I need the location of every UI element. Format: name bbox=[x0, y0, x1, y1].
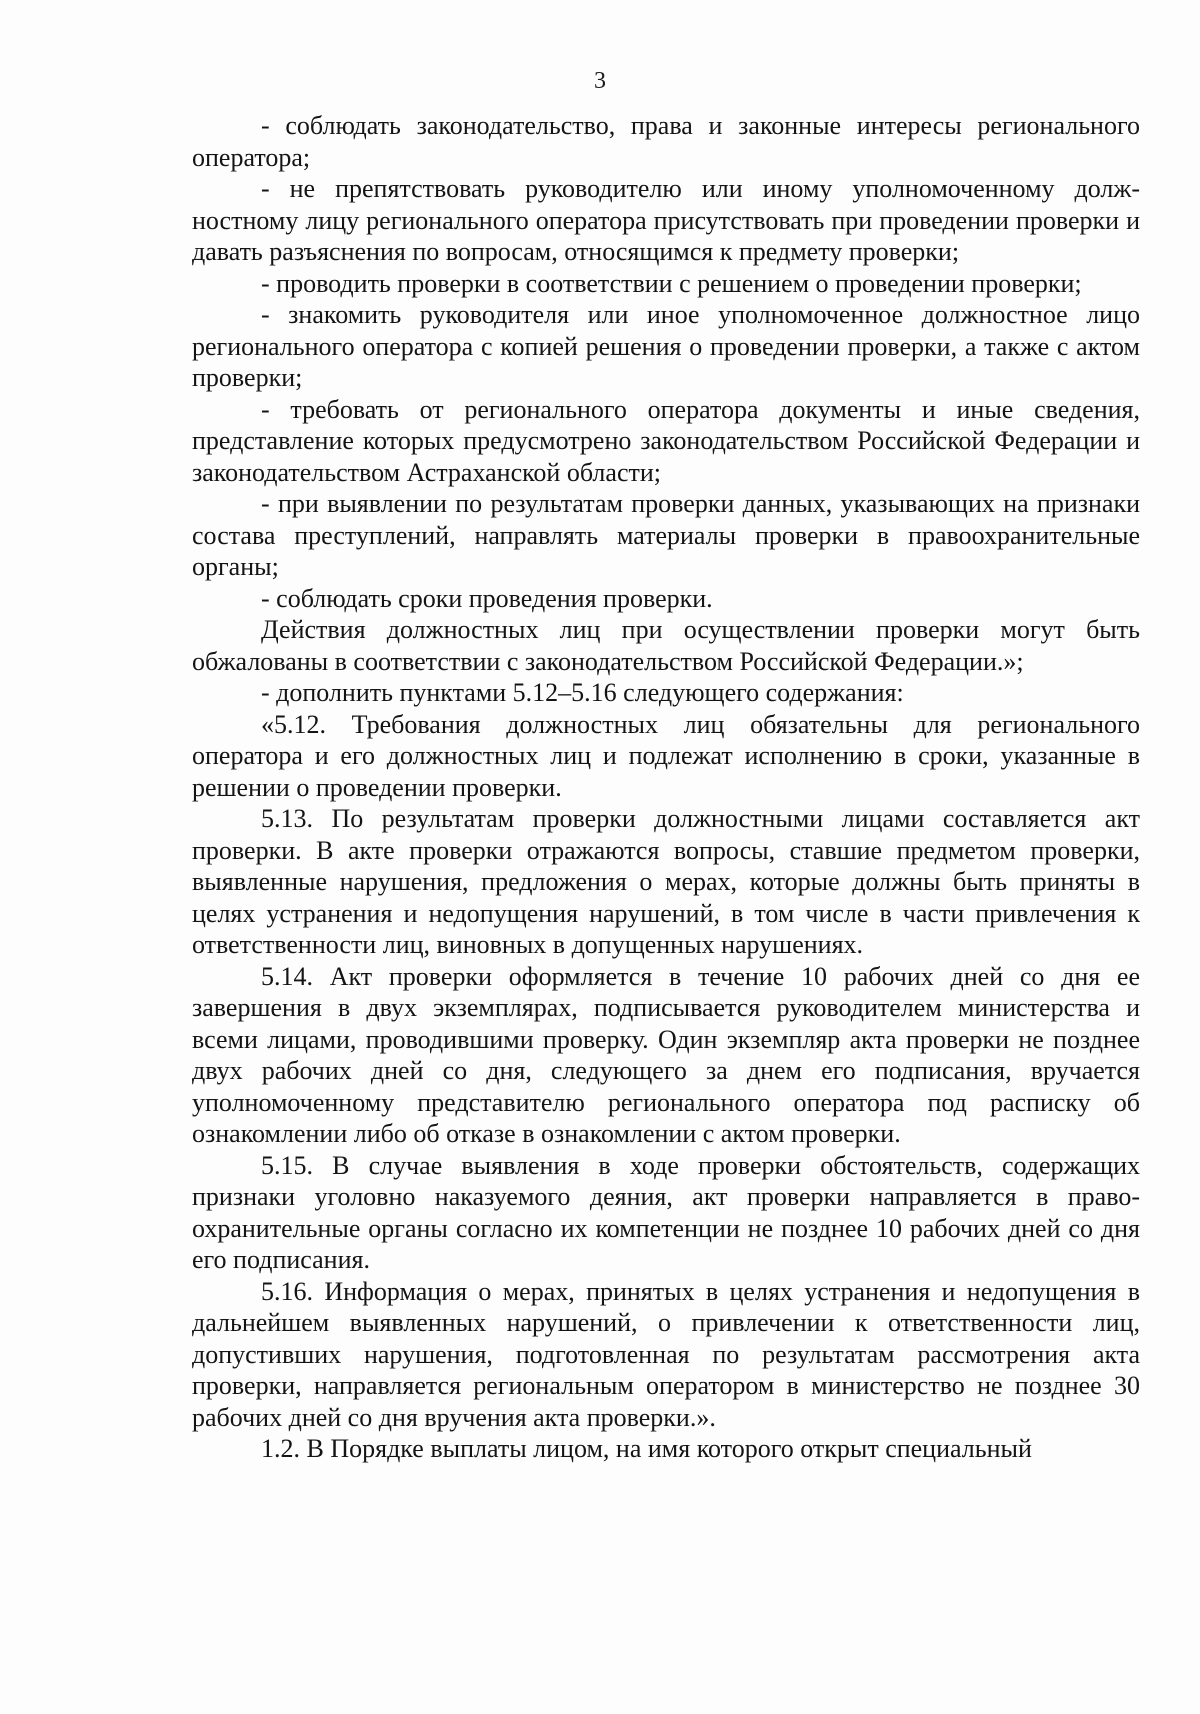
paragraph: 5.13. По результатам проверки должностными лицами составляется акт проверки. В акте проверки отражаются вопросы, ставшие предметом проверки, выявленные нарушения, предложения о мерах, которые должны быть приняты в целях устранения и недопущения нарушений, в том числе в части привлечения к ответственности лиц, виновных в допущенных нарушениях. bbox=[192, 804, 1140, 959]
document-body bbox=[192, 110, 1140, 1465]
paragraph: - проводить проверки в соответствии с решением о проведении проверки; bbox=[261, 268, 1082, 298]
page-number: 3 bbox=[594, 68, 606, 94]
paragraph: - соблюдать сроки проведения проверки. bbox=[261, 583, 713, 613]
paragraph: 1.2. В Порядке выплаты лицом, на имя которого открыт специальный bbox=[261, 1434, 1032, 1463]
paragraph: - соблюдать законодательство, права и законные интересы регионального оператора; bbox=[192, 111, 1140, 172]
paragraph: - знакомить руководителя или иное уполномоченное должностное лицо регионального оператора с копией решения о проведении проверки, а также с актом проверки; bbox=[192, 300, 1140, 392]
paragraph: - дополнить пунктами 5.12–5.16 следующего содержания: bbox=[261, 678, 904, 707]
paragraph: «5.12. Требования должностных лиц обязательны для регионального оператора и его должностных лиц и подлежат исполнению в сроки, указанные в решении о проведении проверки. bbox=[192, 709, 1140, 802]
paragraph: 5.16. Информация о мерах, принятых в целях устранения и недопущения в дальнейшем выявленных нарушений, о привлечении к ответственности лиц, допустивших нарушения, подготовленная по результатам рассмотрения акта проверки, направляется региональным оператором в министерство не позднее 30 рабочих дней со дня вручения акта проверки.». bbox=[192, 1276, 1140, 1432]
paragraph: Действия должностных лиц при осуществлении проверки могут быть обжалованы в соответствии с законодательством Российской Федерации.»; bbox=[192, 615, 1140, 676]
paragraph: 5.15. В случае выявления в ходе проверки обстоятельств, содержащих признаки уголовно наказуемого деяния, акт проверки направляется в правоохранительные органы согласно их компетенции не позднее 10 рабочих дней со дня его подписания. bbox=[192, 1150, 1140, 1274]
paragraph: 5.14. Акт проверки оформляется в течение 10 рабочих дней со дня ее завершения в двух экземплярах, подписывается руководителем министерства и всеми лицами, проводившими проверку. Один экземпляр акта проверки не позднее двух рабочих дней со дня, следующего за днем его подписания, вручается уполномоченному представителю регионального оператора под расписку об ознакомлении либо об отказе в ознакомлении с актом проверки. bbox=[192, 961, 1140, 1148]
paragraph: - требовать от регионального оператора документы и иные сведения, представление которых предусмотрено законодательством Российской Федерации и законодательством Астраханской области; bbox=[192, 394, 1140, 487]
paragraph: - при выявлении по результатам проверки данных, указывающих на признаки состава преступлений, направлять материалы проверки в правоохранительные органы; bbox=[192, 489, 1140, 581]
paragraph: - не препятствовать руководителю или иному уполномоченному должностному лицу регионального оператора присутствовать при проведении проверки и давать разъяснения по вопросам, относящимся к предмету проверки; bbox=[192, 174, 1140, 266]
